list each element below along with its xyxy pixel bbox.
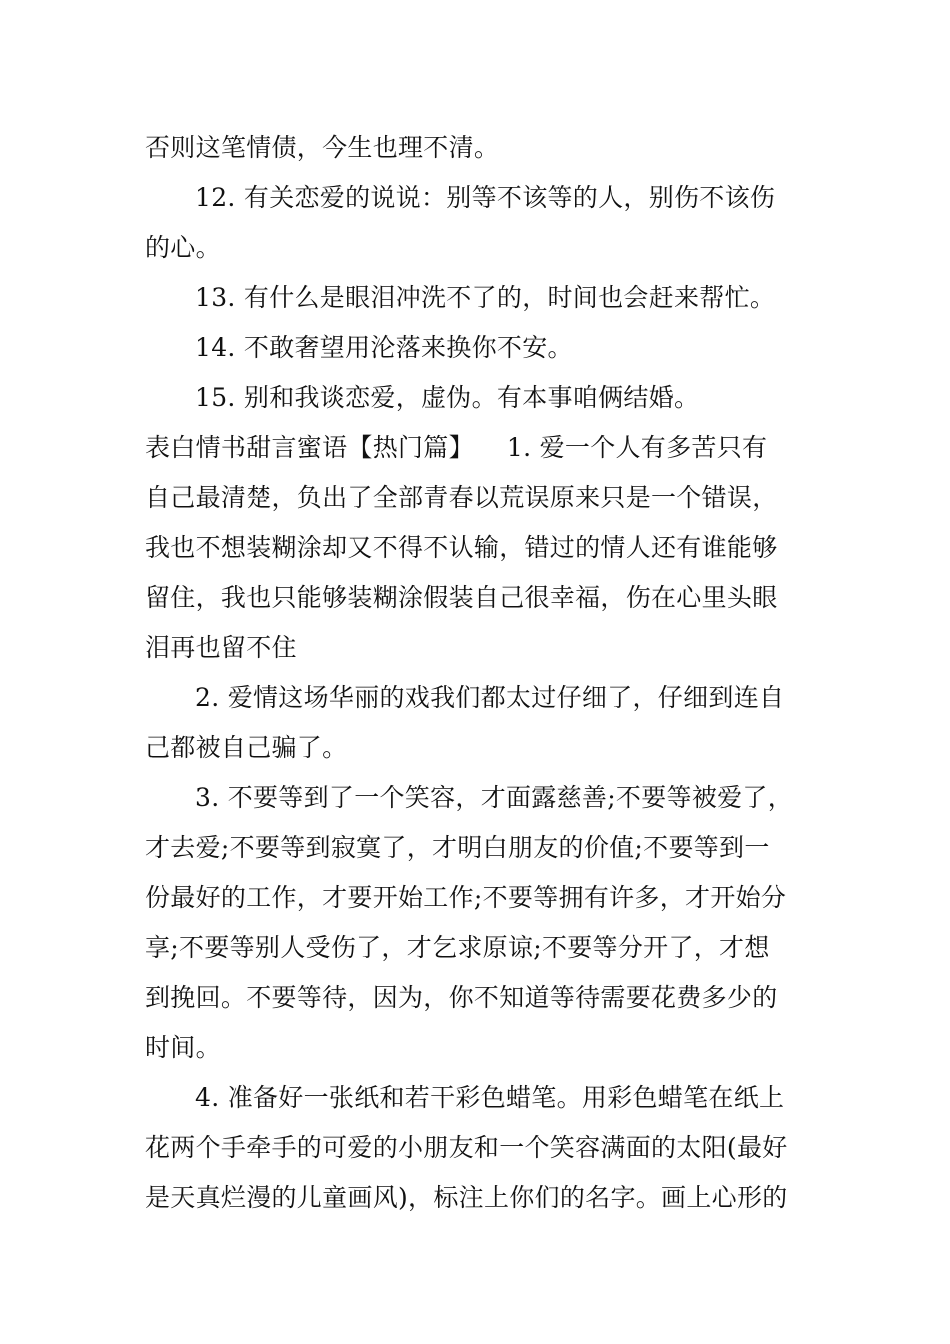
text-line-21: 花两个手牵手的可爱的小朋友和一个笑容满面的太阳(最好 [145, 1133, 788, 1162]
text-line-22: 是天真烂漫的儿童画风)，标注上你们的名字。画上心形的 [145, 1183, 788, 1212]
text-line-17: 享;不要等别人受伤了，才乞求原谅;不要等分开了，才想 [145, 933, 770, 962]
text-line-2: 12. 有关恋爱的说说：别等不该等的人，别伤不该伤 [195, 183, 776, 212]
text-line-4: 13. 有什么是眼泪冲洗不了的，时间也会赶来帮忙。 [195, 283, 776, 312]
text-line-14: 3. 不要等到了一个笑容，才面露慈善;不要等被爱了， [195, 783, 794, 812]
text-line-9: 我也不想装糊涂却又不得不认输，错过的情人还有谁能够 [145, 533, 778, 562]
text-line-1: 否则这笔情债，今生也理不清。 [145, 133, 500, 162]
text-line-16: 份最好的工作，才要开始工作;不要等拥有许多，才开始分 [145, 883, 787, 912]
text-line-6: 15. 别和我谈恋爱，虚伪。有本事咱俩结婚。 [195, 383, 700, 412]
text-line-20: 4. 准备好一张纸和若干彩色蜡笔。用彩色蜡笔在纸上 [195, 1083, 785, 1112]
text-line-15: 才去爱;不要等到寂寞了，才明白朋友的价值;不要等到一 [145, 833, 770, 862]
text-line-13: 己都被自己骗了。 [145, 733, 348, 762]
text-line-19: 时间。 [145, 1033, 221, 1062]
text-line-5: 14. 不敢奢望用沦落来换你不安。 [195, 333, 573, 362]
text-line-3: 的心。 [145, 233, 221, 262]
text-line-10: 留住，我也只能够装糊涂假装自己很幸福，伤在心里头眼 [145, 583, 778, 612]
text-line-12: 2. 爱情这场华丽的戏我们都太过仔细了，仔细到连自 [195, 683, 785, 712]
text-line-11: 泪再也留不住 [145, 633, 297, 662]
text-line-8: 自己最清楚，负出了全部青春以荒误原来只是一个错误， [145, 483, 778, 512]
text-line-7: 表白情书甜言蜜语【热门篇】 1. 爱一个人有多苦只有 [145, 433, 768, 462]
text-line-18: 到挽回。不要等待，因为，你不知道等待需要花费多少的 [145, 983, 778, 1012]
